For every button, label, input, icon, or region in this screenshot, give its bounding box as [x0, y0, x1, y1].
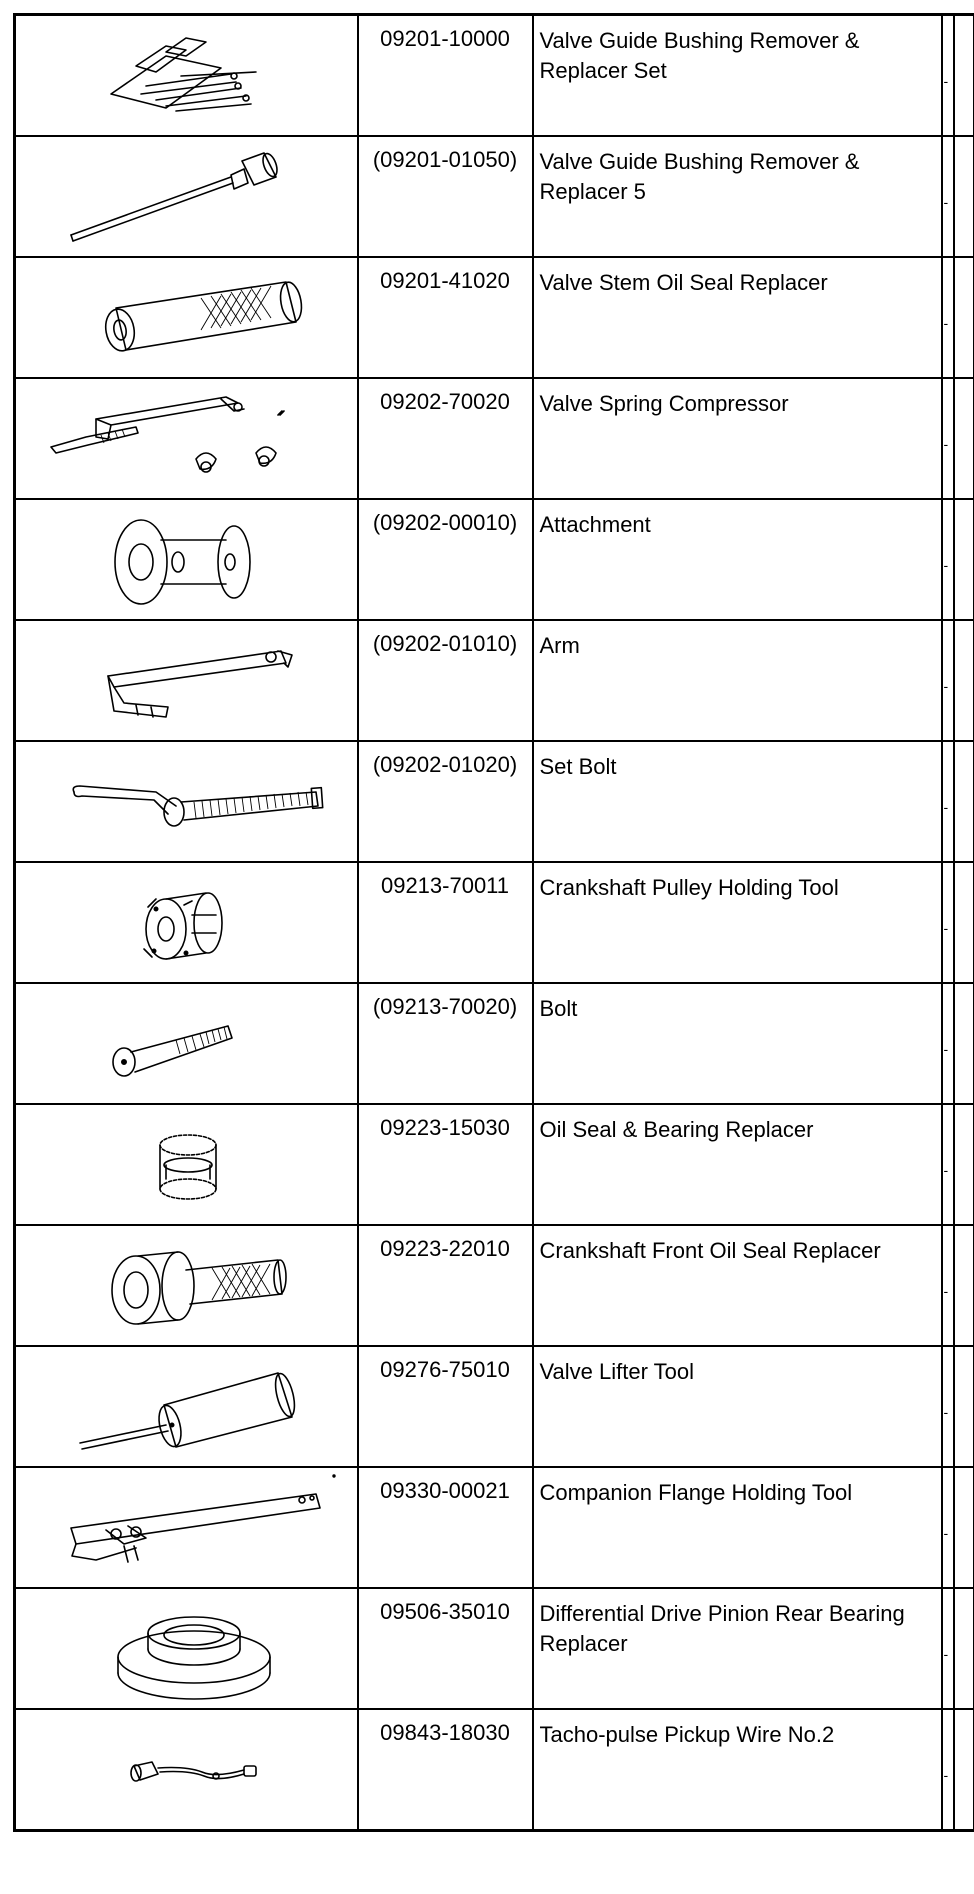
- tool-name: Valve Lifter Tool: [533, 1346, 942, 1467]
- part-number: 09330-00021: [358, 1467, 533, 1588]
- table-row: [15, 136, 974, 257]
- part-number: (09202-00010): [358, 499, 533, 620]
- part-number: 09506-35010: [358, 1588, 533, 1709]
- tool-illustration-cell: [15, 741, 358, 862]
- part-number: 09202-70020: [358, 378, 533, 499]
- tool-name: Valve Spring Compressor: [533, 378, 942, 499]
- table-row: [15, 620, 974, 741]
- bearing-replacer-icon: [16, 1105, 358, 1225]
- blank-cell: [954, 1467, 974, 1588]
- part-number: 09201-41020: [358, 257, 533, 378]
- blank-cell: [954, 1346, 974, 1467]
- note-mark: -: [943, 1282, 949, 1299]
- table-row: [15, 1225, 974, 1346]
- pickup-wire-icon: [16, 1710, 358, 1831]
- note-mark: -: [943, 677, 949, 694]
- note-mark: -: [943, 314, 949, 331]
- note-mark: -: [943, 556, 949, 573]
- arm-icon: [16, 621, 358, 741]
- table-row: [15, 1588, 974, 1709]
- part-number: 09201-10000: [358, 15, 533, 136]
- oil-seal-replacer-icon: [16, 258, 358, 378]
- table-row: [15, 257, 974, 378]
- note-mark: -: [943, 798, 949, 815]
- tools-table: [13, 13, 974, 1832]
- note-cell: [942, 620, 954, 741]
- table-row: [15, 378, 974, 499]
- note-mark: -: [943, 435, 949, 452]
- note-cell: [942, 1104, 954, 1225]
- blank-cell: [954, 1588, 974, 1709]
- table-row: [15, 1104, 974, 1225]
- tool-name: Crankshaft Front Oil Seal Replacer: [533, 1225, 942, 1346]
- table-row: [15, 862, 974, 983]
- table-row: [15, 1467, 974, 1588]
- note-cell: [942, 741, 954, 862]
- note-mark: -: [943, 919, 949, 936]
- note-cell: [942, 1346, 954, 1467]
- tool-name: Oil Seal & Bearing Replacer: [533, 1104, 942, 1225]
- note-cell: [942, 378, 954, 499]
- blank-cell: [954, 15, 974, 136]
- tool-name: Tacho-pulse Pickup Wire No.2: [533, 1709, 942, 1831]
- tool-name: Arm: [533, 620, 942, 741]
- flange-holding-tool-icon: [16, 1468, 358, 1588]
- note-mark: -: [943, 1524, 949, 1541]
- table-row: [15, 1346, 974, 1467]
- note-cell: [942, 15, 954, 136]
- attachment-icon: [16, 500, 358, 620]
- note-mark: -: [943, 1645, 949, 1662]
- tool-illustration-cell: [15, 620, 358, 741]
- tool-name: Valve Guide Bushing Remover & Replacer 5: [533, 136, 942, 257]
- tool-name: Bolt: [533, 983, 942, 1104]
- tool-illustration-cell: [15, 136, 358, 257]
- note-cell: [942, 1588, 954, 1709]
- tool-name: Valve Guide Bushing Remover & Replacer Set: [533, 15, 942, 136]
- part-number: (09201-01050): [358, 136, 533, 257]
- spring-compressor-icon: [16, 379, 358, 499]
- blank-cell: [954, 257, 974, 378]
- table-row: [15, 983, 974, 1104]
- tool-illustration-cell: [15, 1104, 358, 1225]
- tool-name: Valve Stem Oil Seal Replacer: [533, 257, 942, 378]
- tool-name: Crankshaft Pulley Holding Tool: [533, 862, 942, 983]
- note-cell: [942, 257, 954, 378]
- blank-cell: [954, 378, 974, 499]
- part-number: 09223-22010: [358, 1225, 533, 1346]
- blank-cell: [954, 1709, 974, 1831]
- bushing-set-icon: [16, 16, 358, 136]
- part-number: (09213-70020): [358, 983, 533, 1104]
- part-number: 09223-15030: [358, 1104, 533, 1225]
- tool-name: Differential Drive Pinion Rear Bearing Replacer: [533, 1588, 942, 1709]
- note-cell: [942, 499, 954, 620]
- note-mark: -: [943, 1403, 949, 1420]
- pulley-holding-tool-icon: [16, 863, 358, 983]
- part-number: 09213-70011: [358, 862, 533, 983]
- tool-illustration-cell: [15, 378, 358, 499]
- blank-cell: [954, 1104, 974, 1225]
- part-number: (09202-01020): [358, 741, 533, 862]
- tool-illustration-cell: [15, 1346, 358, 1467]
- tool-illustration-cell: [15, 499, 358, 620]
- note-mark: -: [943, 73, 949, 89]
- tool-illustration-cell: [15, 1225, 358, 1346]
- note-cell: [942, 862, 954, 983]
- note-mark: -: [943, 1766, 949, 1783]
- tool-name: Attachment: [533, 499, 942, 620]
- note-cell: [942, 1467, 954, 1588]
- table-row: [15, 499, 974, 620]
- note-cell: [942, 1225, 954, 1346]
- tool-illustration-cell: [15, 1709, 358, 1831]
- set-bolt-icon: [16, 742, 358, 862]
- note-cell: [942, 1709, 954, 1831]
- special-service-tools-sheet: [13, 13, 973, 1889]
- table-row: [15, 1709, 974, 1831]
- tool-illustration-cell: [15, 983, 358, 1104]
- valve-lifter-icon: [16, 1347, 358, 1467]
- tool-name: Companion Flange Holding Tool: [533, 1467, 942, 1588]
- table-row: [15, 741, 974, 862]
- blank-cell: [954, 620, 974, 741]
- blank-cell: [954, 1225, 974, 1346]
- tool-illustration-cell: [15, 257, 358, 378]
- remover-rod-icon: [16, 137, 358, 257]
- note-mark: -: [943, 193, 949, 210]
- note-cell: [942, 983, 954, 1104]
- tool-illustration-cell: [15, 15, 358, 136]
- table-row: [15, 15, 974, 136]
- blank-cell: [954, 983, 974, 1104]
- blank-cell: [954, 136, 974, 257]
- part-number: (09202-01010): [358, 620, 533, 741]
- part-number: 09843-18030: [358, 1709, 533, 1831]
- tool-name: Set Bolt: [533, 741, 942, 862]
- pinion-bearing-replacer-icon: [16, 1589, 358, 1709]
- note-mark: -: [943, 1161, 949, 1178]
- blank-cell: [954, 499, 974, 620]
- front-seal-replacer-icon: [16, 1226, 358, 1346]
- blank-cell: [954, 862, 974, 983]
- tool-illustration-cell: [15, 1588, 358, 1709]
- note-mark: -: [943, 1040, 949, 1057]
- note-cell: [942, 136, 954, 257]
- bolt-icon: [16, 984, 358, 1104]
- tool-illustration-cell: [15, 862, 358, 983]
- blank-cell: [954, 741, 974, 862]
- part-number: 09276-75010: [358, 1346, 533, 1467]
- tool-illustration-cell: [15, 1467, 358, 1588]
